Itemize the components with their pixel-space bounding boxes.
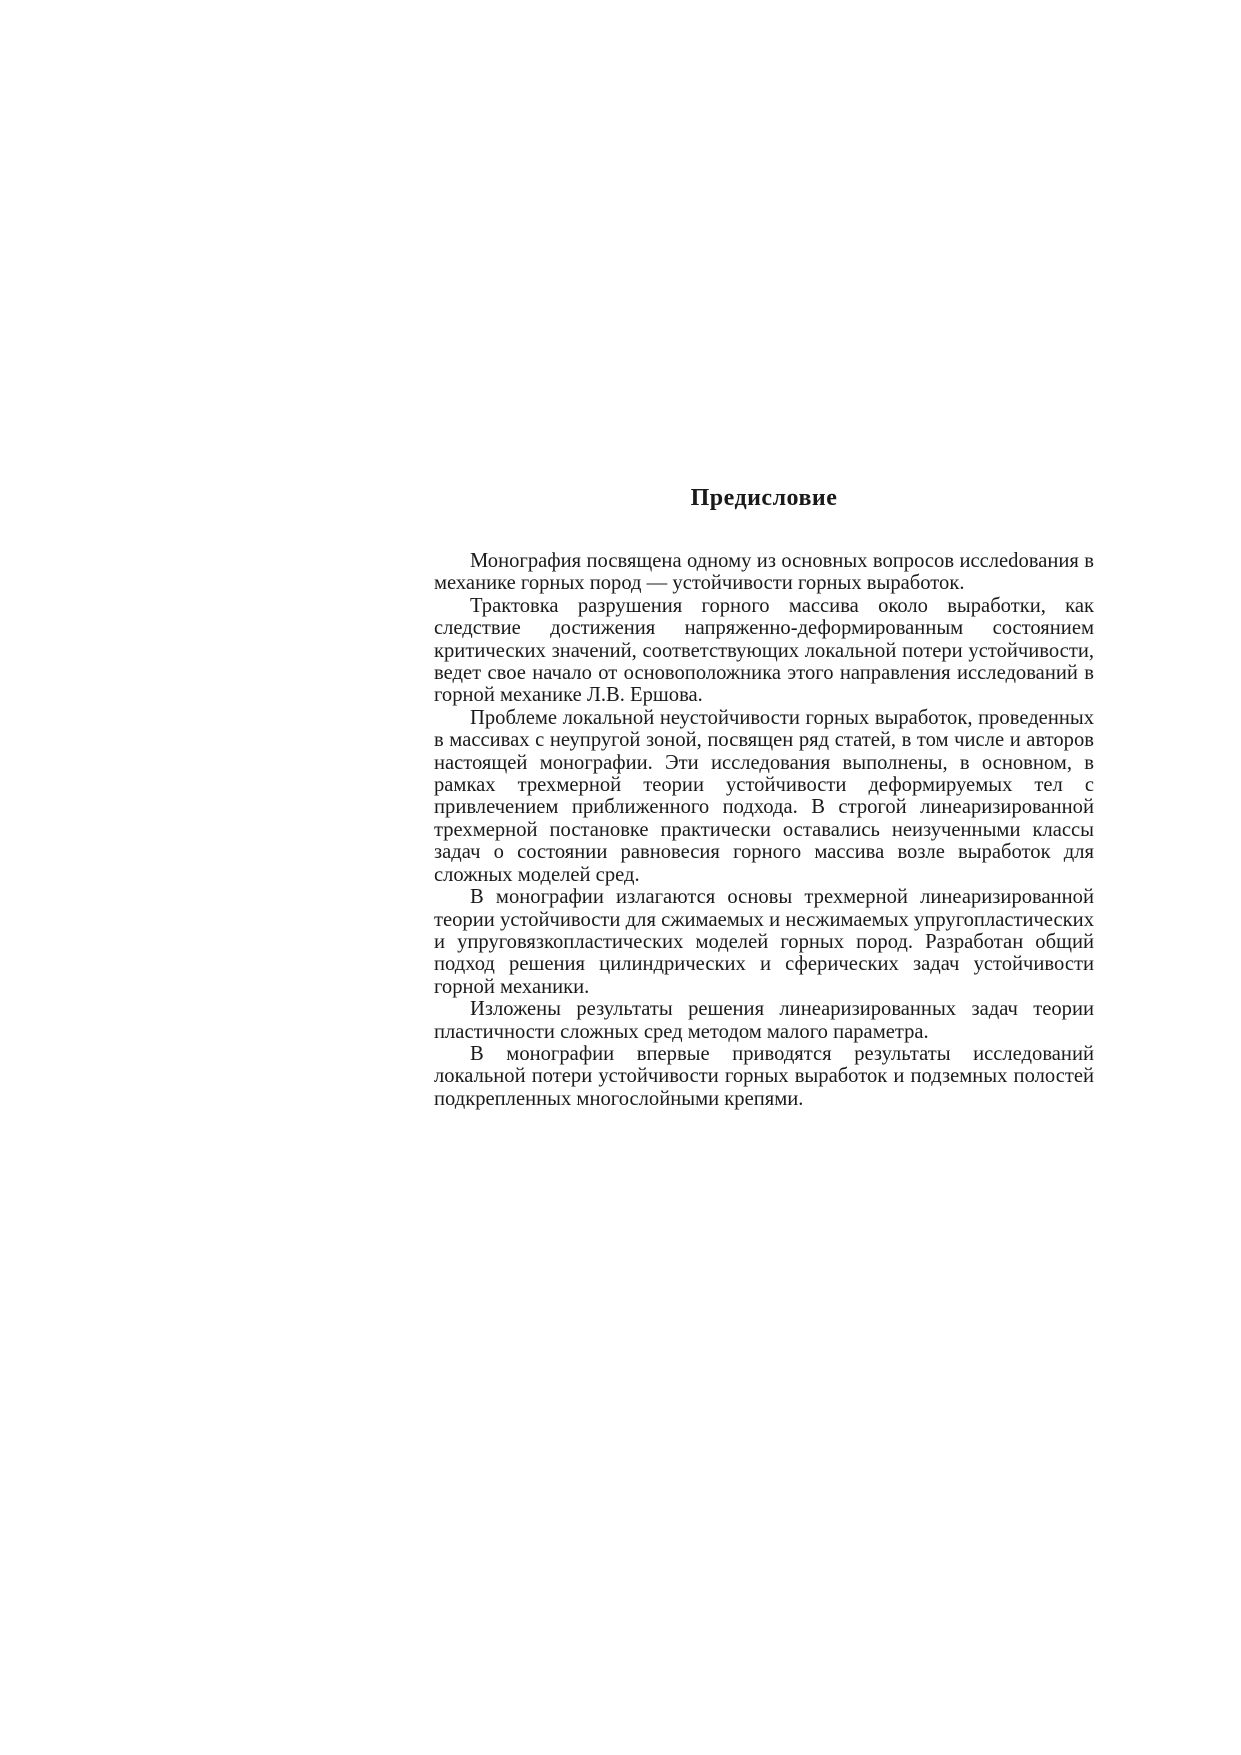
paragraph: Изложены результаты решения линеаризированных задач теории пластичности сложных сред методом малого параметра.	[434, 998, 1094, 1043]
paragraph: Трактовка разрушения горного массива около выработки, как следствие достижения напряженно-деформированным состоянием критических значений, соответствующих локальной потери устойчивости, ведет свое начало от основоположника этого направления исследований в горной механике Л.В. Ершова.	[434, 594, 1094, 707]
page-title: Предисловие	[690, 485, 838, 511]
preface-body	[434, 550, 1094, 1110]
paragraph: В монографии впервые приводятся результаты исследований локальной потери устойчивости горных выработок и подземных полостей подкрепленных многослойными крепями.	[434, 1042, 1094, 1110]
paragraph: Монография посвящена одному из основных вопросов исслеdования в механике горных пород — устойчивости горных выработок.	[434, 550, 1094, 595]
paragraph: В монографии излагаются основы трехмерной линеаризированной теории устойчивости для сжимаемых и несжимаемых упругопластических и упруговязкопластических моделей горных пород. Разработан общий подход решения цилиндрических и сферических задач устойчивости горной механики.	[434, 886, 1094, 998]
paragraph: Проблеме локальной неустойчивости горных выработок, проведенных в массивах с неупругой зоной, посвящен ряд статей, в том числе и авторов настоящей монографии. Эти исследования выполнены, в основном, в рамках трехмерной теории устойчивости деформируемых тел с привлечением приближенного подхода. В строгой линеаризированной трехмерной постановке практически оставались неизученными классы задач о состоянии равновесия горного массива возле выработок для сложных моделей сред.	[434, 706, 1094, 886]
